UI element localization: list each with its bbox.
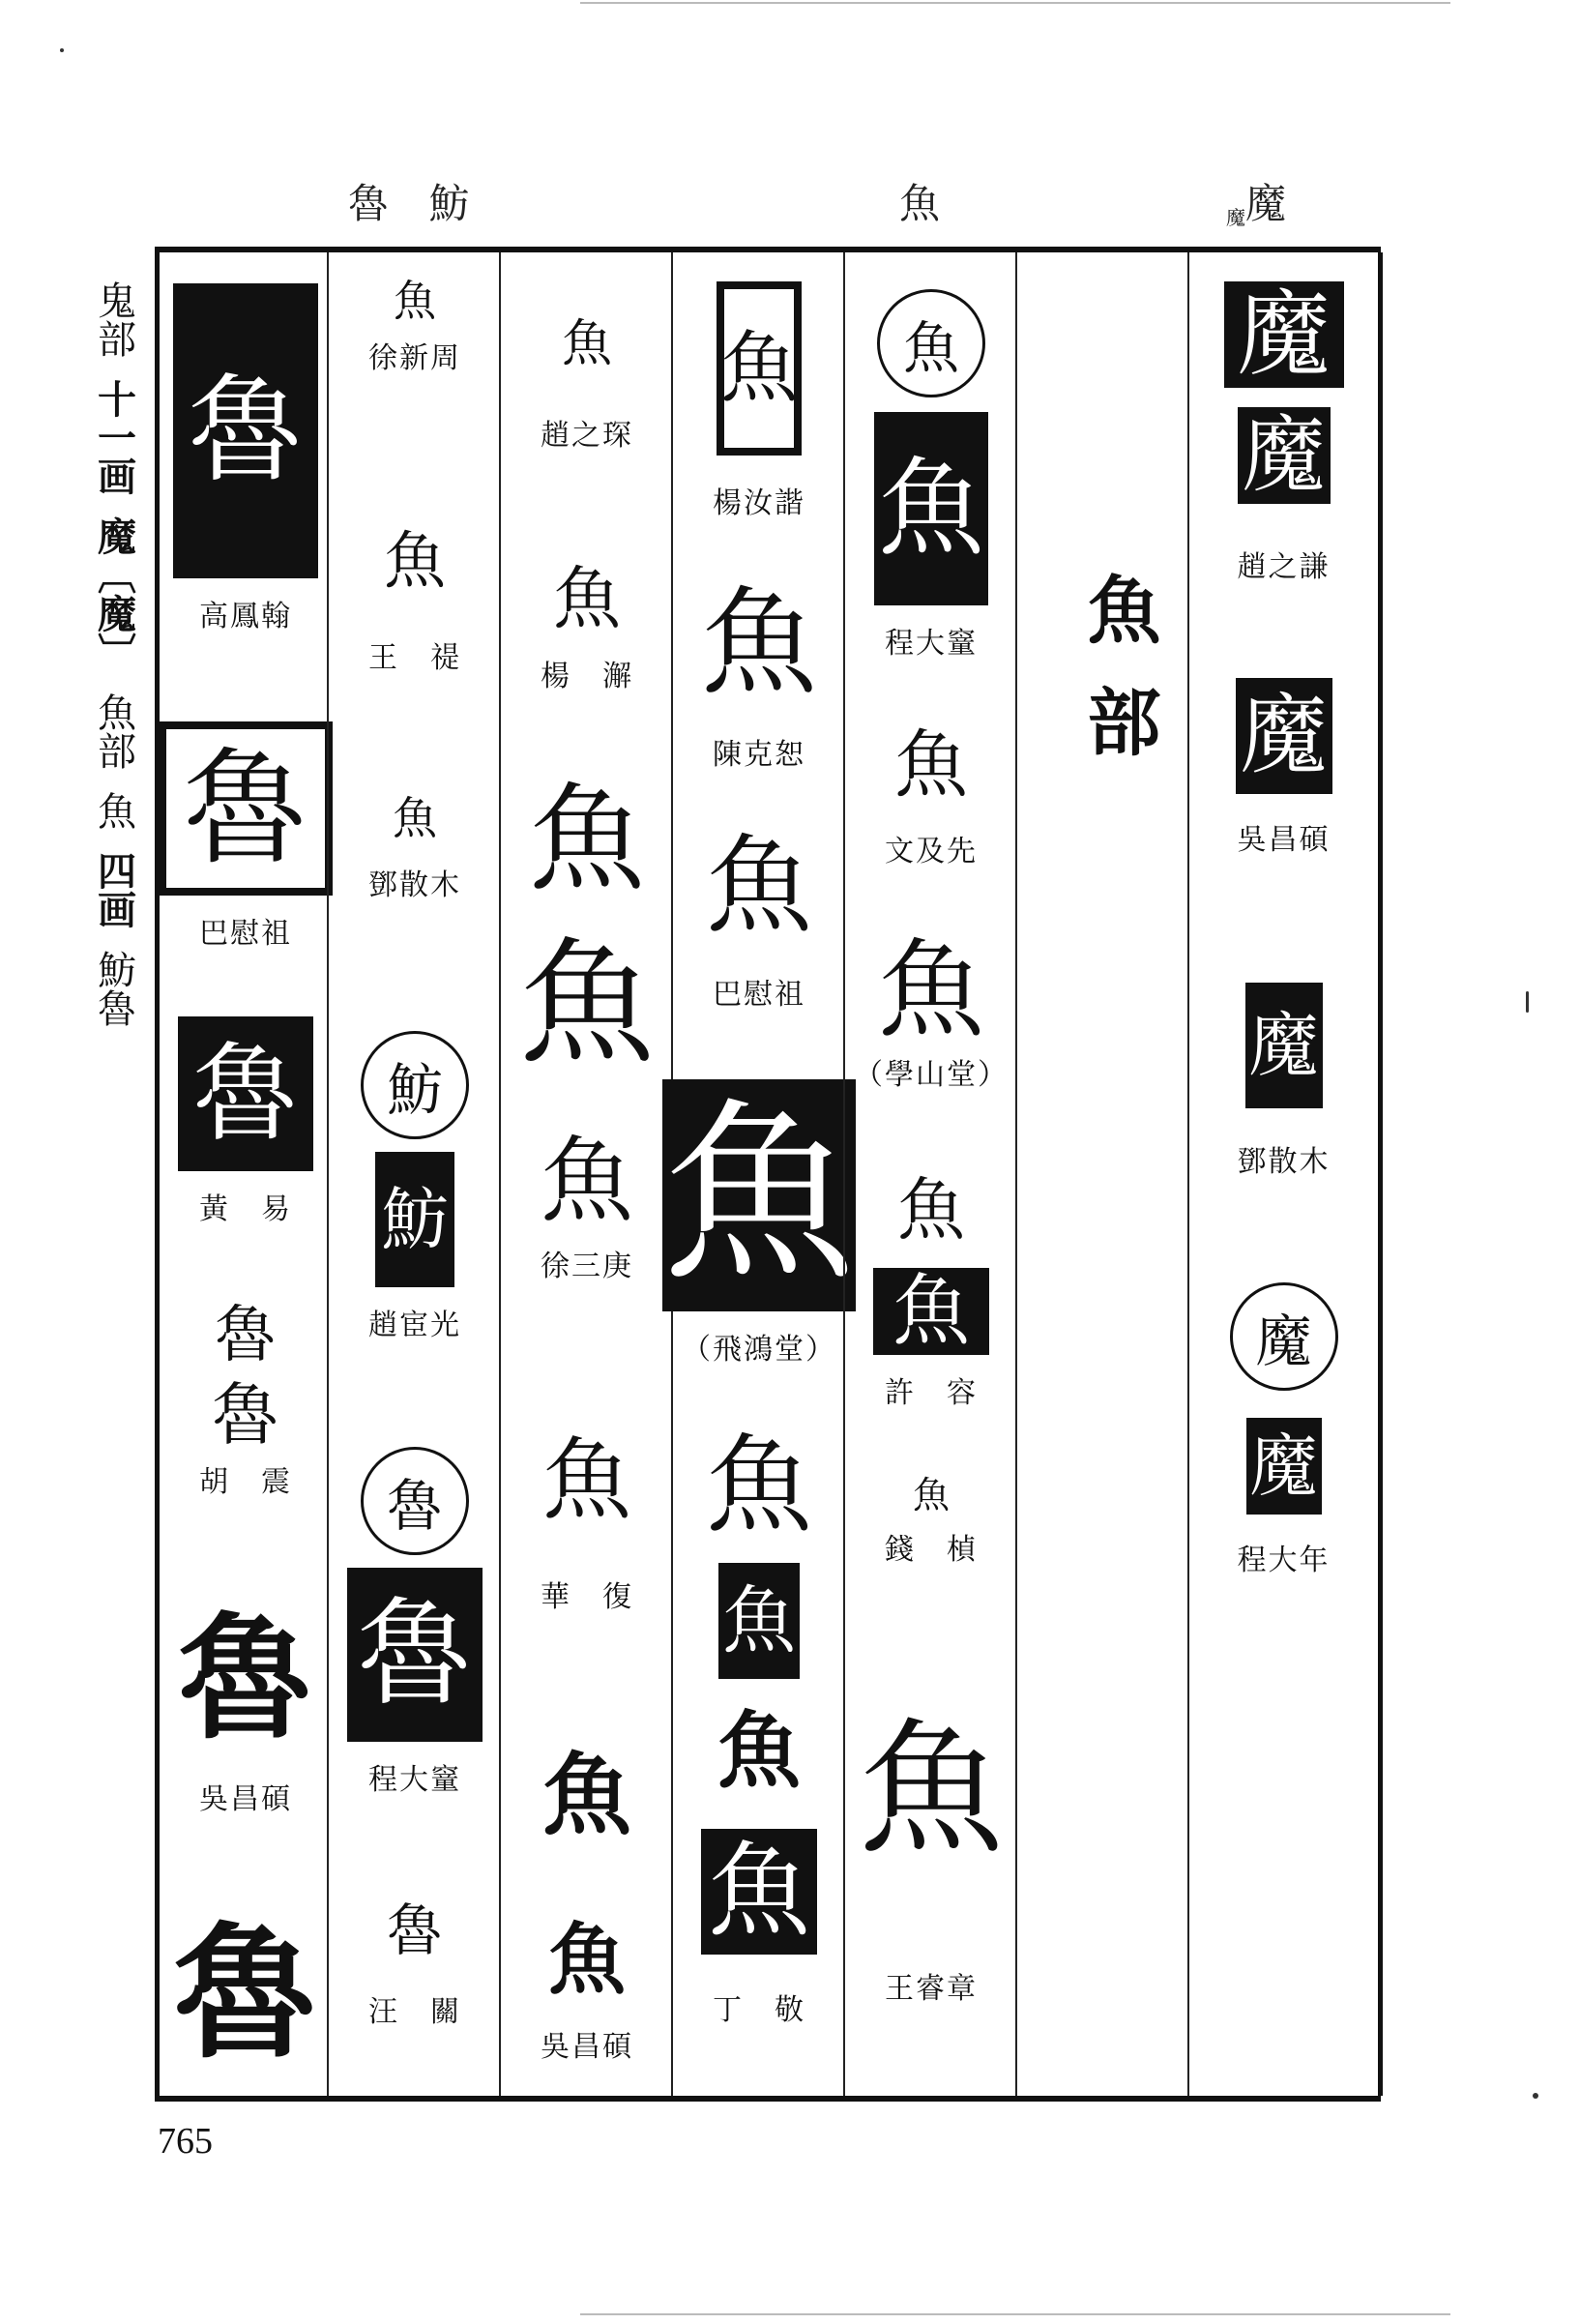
entry bbox=[845, 1664, 1017, 2007]
entry bbox=[673, 1829, 845, 2028]
artist-label: 徐新周 bbox=[368, 341, 461, 375]
seal-impression: 魚 bbox=[548, 1914, 626, 2005]
scan-speck bbox=[60, 48, 64, 52]
artist-label: 趙宦光 bbox=[368, 1309, 461, 1342]
artist-label: 王 禔 bbox=[368, 641, 461, 675]
reference-char-circle: 魴 bbox=[361, 1031, 469, 1139]
side-chars3: 魴魯 bbox=[91, 950, 136, 1027]
seal-impression: 魚 bbox=[393, 792, 437, 844]
section-title: 魚部 bbox=[1075, 572, 1161, 796]
seal-impression: 魚 bbox=[706, 824, 812, 948]
seal-impression: 魚 bbox=[384, 526, 446, 598]
seal-impression: 魚 bbox=[701, 1829, 817, 1955]
artist-label: 鄧散木 bbox=[1237, 1145, 1331, 1179]
entry bbox=[160, 1299, 332, 1371]
artist-label: （學山堂） bbox=[854, 1058, 1009, 1092]
entry bbox=[160, 1016, 332, 1227]
reference-char-circle: 魚 bbox=[877, 289, 985, 397]
seal-impression: 魔 bbox=[1238, 407, 1331, 504]
seal-impression: 魯 bbox=[386, 1897, 443, 1963]
seal-impression: 魚 bbox=[541, 1743, 631, 1847]
seal-impression: 魚 bbox=[717, 1702, 801, 1800]
seal-impression: 魚 bbox=[718, 1563, 800, 1679]
artist-label: 黃 易 bbox=[199, 1192, 292, 1226]
seal-impression: 魚 bbox=[717, 281, 802, 456]
artist-label: （飛鴻堂） bbox=[682, 1333, 836, 1367]
entry bbox=[329, 1568, 501, 1798]
seal-impression: 魯 bbox=[177, 1600, 313, 1758]
entry bbox=[501, 1427, 673, 1615]
entry bbox=[673, 1703, 845, 1800]
seal-impression: 魯 bbox=[347, 1568, 483, 1742]
artist-label: 胡 震 bbox=[199, 1465, 292, 1499]
artist-label: 趙之琛 bbox=[541, 419, 633, 453]
header-left: 魯 魴 bbox=[348, 180, 483, 227]
seal-impression: 魯 bbox=[215, 1299, 277, 1371]
entry bbox=[673, 1423, 845, 1548]
seal-table bbox=[155, 247, 1381, 2102]
seal-impression: 魯 bbox=[172, 1908, 318, 2078]
artist-label: 吳昌碩 bbox=[541, 2030, 633, 2064]
entry bbox=[1189, 1418, 1378, 1578]
entry bbox=[1189, 983, 1378, 1180]
artist-label: 文及先 bbox=[885, 835, 978, 868]
seal-impression: 魯 bbox=[178, 1016, 313, 1171]
entry bbox=[845, 929, 1017, 1093]
side-section2: 魚部 bbox=[91, 692, 136, 770]
side-strokes2: 四画 bbox=[91, 851, 137, 928]
entry bbox=[501, 552, 673, 694]
seal-impression: 魚 bbox=[529, 772, 645, 907]
artist-label: 王睿章 bbox=[885, 1972, 978, 2006]
artist-label: 陳克恕 bbox=[713, 738, 805, 772]
seal-impression: 魚 bbox=[561, 315, 612, 373]
artist-label: 巴慰祖 bbox=[713, 978, 805, 1012]
entry bbox=[1189, 281, 1378, 388]
artist-label: 巴慰祖 bbox=[199, 917, 292, 951]
artist-label: 吳昌碩 bbox=[1237, 823, 1331, 857]
seal-impression: 魚 bbox=[541, 1428, 631, 1532]
header-right-main: 魔 bbox=[1245, 180, 1301, 227]
entry bbox=[662, 1079, 857, 1368]
seal-impression: 魚 bbox=[519, 925, 656, 1083]
entry bbox=[845, 717, 1017, 869]
header-right bbox=[1226, 172, 1300, 230]
artist-label: 丁 敬 bbox=[713, 1993, 805, 2027]
entry bbox=[501, 1916, 673, 2065]
seal-impression: 魚 bbox=[394, 277, 436, 326]
column-6 bbox=[1015, 252, 1189, 2096]
seal-impression: 魚 bbox=[701, 576, 817, 711]
artist-label: 高鳳翰 bbox=[199, 600, 292, 633]
scan-speck bbox=[1526, 991, 1529, 1013]
entry bbox=[329, 1152, 501, 1343]
entry bbox=[501, 1742, 673, 1848]
seal-impression: 魴 bbox=[375, 1152, 454, 1287]
seal-impression: 魚 bbox=[873, 1268, 989, 1355]
seal-impression: 魯 bbox=[173, 283, 318, 578]
artist-label: 華 復 bbox=[541, 1580, 633, 1614]
seal-impression: 魚 bbox=[859, 1706, 1005, 1874]
entry bbox=[845, 1268, 1017, 1411]
seal-impression: 魚 bbox=[706, 1424, 812, 1547]
entry bbox=[1189, 407, 1378, 585]
column-4 bbox=[662, 252, 857, 2096]
entry bbox=[845, 412, 1017, 662]
entry bbox=[160, 1908, 332, 2078]
entry bbox=[1189, 678, 1378, 858]
seal-impression: 魚 bbox=[553, 558, 621, 638]
entry bbox=[329, 494, 501, 676]
entry bbox=[329, 1897, 501, 2030]
entry bbox=[501, 920, 673, 1089]
seal-impression: 魯 bbox=[212, 1375, 279, 1455]
column-7 bbox=[1187, 252, 1383, 2096]
entry bbox=[329, 1031, 501, 1139]
artist-label: 吳昌碩 bbox=[199, 1782, 292, 1816]
entry bbox=[845, 1471, 1017, 1568]
entry bbox=[329, 789, 501, 903]
column-3 bbox=[499, 252, 673, 2096]
entry bbox=[501, 1128, 673, 1284]
entry bbox=[673, 572, 845, 773]
entry bbox=[673, 1563, 845, 1679]
column-5 bbox=[843, 252, 1017, 2096]
scan-edge-top bbox=[580, 2, 1450, 4]
artist-label: 鄧散木 bbox=[368, 868, 461, 902]
seal-impression: 魯 bbox=[159, 721, 333, 896]
seal-impression: 魔 bbox=[1236, 678, 1332, 794]
seal-impression: 魚 bbox=[874, 412, 988, 605]
seal-impression: 魚 bbox=[878, 927, 984, 1052]
scan-edge-bottom bbox=[580, 2313, 1450, 2315]
entry bbox=[501, 291, 673, 454]
seal-impression: 魚 bbox=[897, 1170, 965, 1250]
page-number: 765 bbox=[158, 2121, 213, 2162]
entry bbox=[673, 281, 845, 521]
entry bbox=[329, 278, 501, 376]
scan-speck bbox=[1533, 2093, 1538, 2099]
artist-label: 程大䆹 bbox=[368, 1763, 461, 1797]
artist-label: 許 容 bbox=[885, 1376, 978, 1410]
seal-impression: 魔 bbox=[1245, 983, 1323, 1108]
seal-impression: 魚 bbox=[541, 1127, 633, 1235]
seal-impression: 魚 bbox=[894, 721, 968, 808]
entry bbox=[501, 772, 673, 907]
artist-label: 程大䆹 bbox=[885, 627, 978, 661]
entry bbox=[1189, 1282, 1378, 1391]
seal-impression: 魚 bbox=[912, 1474, 950, 1516]
artist-label: 程大年 bbox=[1237, 1544, 1331, 1577]
entry bbox=[673, 813, 845, 1013]
reference-char-circle: 魔 bbox=[1230, 1282, 1338, 1391]
column-2 bbox=[327, 252, 501, 2096]
side-index bbox=[77, 280, 150, 1027]
entry bbox=[160, 721, 332, 952]
seal-impression: 魔 bbox=[1224, 281, 1344, 388]
entry bbox=[160, 283, 332, 634]
artist-label: 錢 楨 bbox=[885, 1533, 978, 1567]
side-char2: 魚 bbox=[91, 791, 136, 830]
artist-label: 趙之謙 bbox=[1237, 550, 1331, 584]
artist-label: 楊汝諧 bbox=[713, 486, 805, 520]
seal-impression: 魔 bbox=[1246, 1418, 1322, 1515]
header-right-small: 魔 bbox=[1226, 206, 1245, 229]
entry bbox=[845, 289, 1017, 397]
entry bbox=[845, 1171, 1017, 1249]
entry bbox=[160, 1376, 332, 1500]
side-section: 鬼部 bbox=[91, 280, 136, 358]
artist-label: 徐三庚 bbox=[541, 1250, 633, 1283]
entry bbox=[329, 1447, 501, 1555]
reference-char-circle: 魯 bbox=[361, 1447, 469, 1555]
side-char1: 魔〔魔〕 bbox=[91, 516, 137, 671]
side-strokes1: 十一画 bbox=[91, 379, 137, 495]
header-middle: 魚 bbox=[899, 180, 954, 227]
artist-label: 汪 關 bbox=[368, 1995, 461, 2029]
column-1 bbox=[155, 252, 332, 2096]
seal-impression: 魚 bbox=[662, 1079, 856, 1311]
entry bbox=[160, 1597, 332, 1817]
artist-label: 楊 澥 bbox=[541, 660, 633, 693]
